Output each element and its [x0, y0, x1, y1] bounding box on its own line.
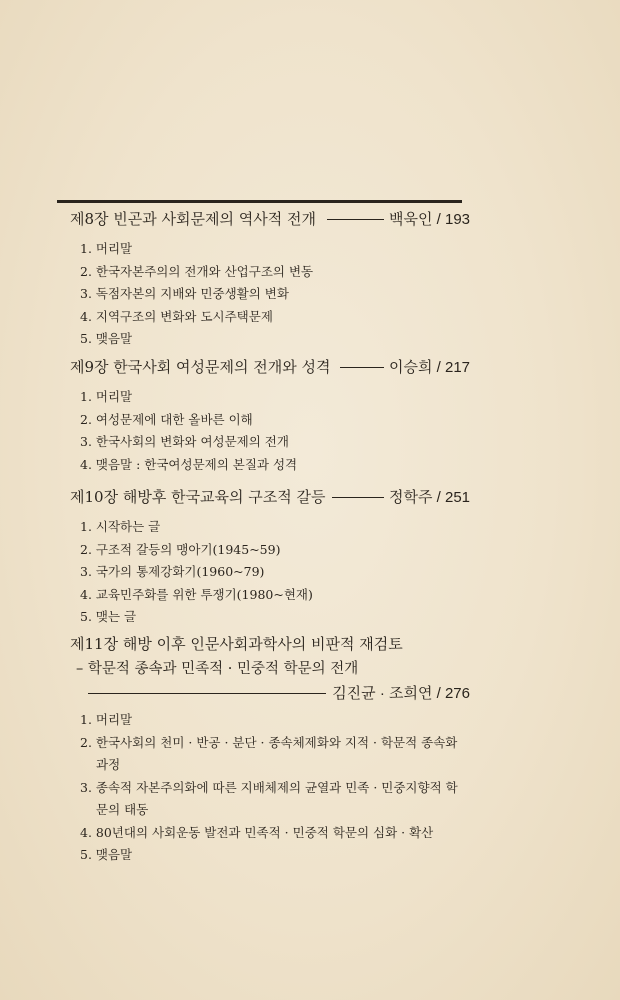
chapter-header	[70, 633, 470, 702]
chapter-item-list	[70, 709, 470, 867]
list-item: 2. 여성문제에 대한 올바른 이해	[80, 411, 253, 427]
leader-line	[340, 367, 384, 368]
leader-line	[327, 219, 384, 220]
chapter-8	[70, 208, 470, 351]
list-item: 2. 한국자본주의의 전개와 산업구조의 변동	[80, 263, 314, 279]
list-item: 4. 80년대의 사회운동 발전과 민족적 · 민중적 학문의 심화 · 확산	[80, 824, 434, 840]
chapter-item-list	[70, 386, 470, 476]
top-rule	[57, 200, 462, 203]
list-item: 3. 국가의 통제강화기(1960~79)	[80, 564, 265, 579]
chapter-author-page: 정학주 / 251	[389, 489, 470, 506]
list-item: 3. 독점자본의 지배와 민중생활의 변화	[80, 286, 289, 301]
list-item: 4. 지역구조의 변화와 도시주택문제	[80, 308, 273, 324]
chapter-10	[70, 486, 470, 629]
list-item: 3. 한국사회의 변화와 여성문제의 전개	[80, 434, 289, 449]
list-item: 5. 맺음말	[80, 331, 133, 346]
chapter-item-list	[70, 238, 470, 351]
chapter-author-page: 이승희 / 217	[389, 359, 470, 376]
chapter-title: 제9장 한국사회 여성문제의 전개와 성격	[70, 358, 331, 376]
list-item: 2. 구조적 갈등의 맹아기(1945~59)	[80, 541, 281, 557]
chapter-header	[70, 486, 470, 510]
list-item: 1. 머리말	[80, 712, 133, 727]
chapter-header	[70, 208, 470, 232]
chapter-title: 제10장 해방후 한국교육의 구조적 갈등	[70, 488, 326, 506]
list-item: 3. 종속적 자본주의화에 따른 지배체제의 균열과 민족 · 민중지향적 학문의 태동	[80, 779, 458, 817]
leader-line	[88, 693, 326, 694]
list-item: 5. 맺음말	[80, 847, 133, 862]
list-item: 2. 한국사회의 천미 · 반공 · 분단 · 종속체제화와 지적 · 학문적 종속화 과정	[80, 734, 458, 772]
chapter-9	[70, 356, 470, 476]
chapter-author-page: 김진균 · 조희연 / 276	[332, 685, 470, 702]
chapter-title: 제11장 해방 이후 인문사회과학사의 비판적 재검토	[70, 635, 403, 653]
list-item: 1. 시작하는 글	[80, 519, 161, 534]
chapter-author-page: 백욱인 / 193	[389, 211, 470, 228]
chapter-title: 제8장 빈곤과 사회문제의 역사적 전개	[70, 210, 316, 228]
chapter-subtitle: – 학문적 종속과 민족적 · 민중적 학문의 전개	[76, 661, 359, 677]
chapter-header	[70, 356, 470, 380]
leader-line	[332, 497, 384, 498]
list-item: 4. 맺음말 : 한국여성문제의 본질과 성격	[80, 456, 298, 472]
list-item: 4. 교육민주화를 위한 투쟁기(1980~현재)	[80, 586, 313, 602]
chapter-11	[70, 633, 470, 867]
list-item: 1. 머리말	[80, 389, 133, 404]
list-item: 5. 맺는 글	[80, 609, 137, 624]
list-item: 1. 머리말	[80, 241, 133, 256]
chapter-item-list	[70, 516, 470, 629]
